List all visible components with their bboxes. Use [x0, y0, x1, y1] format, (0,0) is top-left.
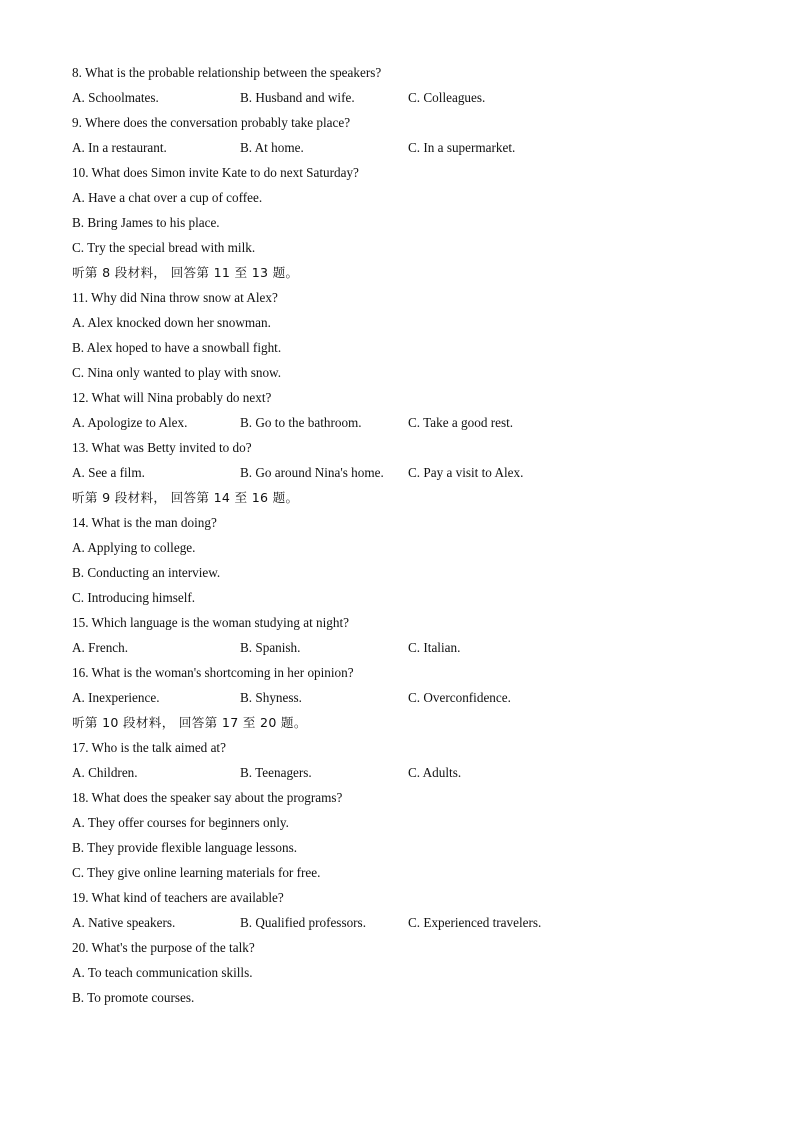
question-text: 18. What does the speaker say about the programs? — [72, 790, 343, 805]
option-a: A. Inexperience. — [72, 690, 160, 705]
question-text: 20. What's the purpose of the talk? — [72, 940, 255, 955]
option-a: A. French. — [72, 640, 129, 655]
question-text: 10. What does Simon invite Kate to do next Saturday? — [72, 165, 359, 180]
question-text: 9. Where does the conversation probably take place? — [72, 115, 351, 130]
option-a: A. See a film. — [72, 465, 145, 480]
answer-option: B. Bring James to his place. — [72, 215, 220, 230]
option-row — [72, 464, 732, 489]
option-c: C. Pay a visit to Alex. — [408, 465, 524, 480]
question-text: 16. What is the woman's shortcoming in her opinion? — [72, 665, 354, 680]
option-row — [72, 89, 732, 114]
option-b: B. Qualified professors. — [240, 915, 366, 930]
option-b: B. At home. — [240, 140, 304, 155]
answer-option: C. They give online learning materials for free. — [72, 865, 321, 880]
option-a: A. Apologize to Alex. — [72, 415, 188, 430]
answer-option: A. Have a chat over a cup of coffee. — [72, 190, 263, 205]
option-b: B. Go around Nina's home. — [240, 465, 384, 480]
answer-option: C. Nina only wanted to play with snow. — [72, 365, 282, 380]
option-row — [72, 689, 732, 714]
answer-option: B. Alex hoped to have a snowball fight. — [72, 340, 282, 355]
option-c: C. Experienced travelers. — [408, 915, 542, 930]
option-c: C. Take a good rest. — [408, 415, 514, 430]
question-text: 15. Which language is the woman studying at night? — [72, 615, 350, 630]
option-row — [72, 639, 732, 664]
question-text: 11. Why did Nina throw snow at Alex? — [72, 290, 278, 305]
option-c: C. Colleagues. — [408, 90, 486, 105]
answer-option: C. Introducing himself. — [72, 590, 196, 605]
answer-option: C. Try the special bread with milk. — [72, 240, 256, 255]
question-text: 14. What is the man doing? — [72, 515, 217, 530]
section-instruction: 听第 9 段材料， 回答第 14 至 16 题。 — [72, 490, 299, 505]
option-a: A. Native speakers. — [72, 915, 176, 930]
option-row — [72, 914, 732, 939]
answer-option: B. They provide flexible language lessons. — [72, 840, 297, 855]
question-text: 13. What was Betty invited to do? — [72, 440, 252, 455]
section-instruction: 听第 8 段材料， 回答第 11 至 13 题。 — [72, 265, 299, 280]
option-a: A. Children. — [72, 765, 138, 780]
question-text: 17. Who is the talk aimed at? — [72, 740, 226, 755]
option-c: C. Adults. — [408, 765, 462, 780]
option-b: B. Teenagers. — [240, 765, 312, 780]
question-text: 19. What kind of teachers are available? — [72, 890, 284, 905]
option-a: A. In a restaurant. — [72, 140, 167, 155]
option-row — [72, 764, 732, 789]
option-row — [72, 414, 732, 439]
option-c: C. Italian. — [408, 640, 461, 655]
option-b: B. Husband and wife. — [240, 90, 355, 105]
option-c: C. In a supermarket. — [408, 140, 516, 155]
exam-page — [72, 64, 732, 1014]
option-b: B. Go to the bathroom. — [240, 415, 362, 430]
answer-option: B. Conducting an interview. — [72, 565, 221, 580]
option-c: C. Overconfidence. — [408, 690, 511, 705]
answer-option: A. Alex knocked down her snowman. — [72, 315, 271, 330]
answer-option: A. Applying to college. — [72, 540, 196, 555]
answer-option: A. To teach communication skills. — [72, 965, 253, 980]
answer-option: A. They offer courses for beginners only. — [72, 815, 289, 830]
option-a: A. Schoolmates. — [72, 90, 159, 105]
answer-option: B. To promote courses. — [72, 990, 195, 1005]
option-b: B. Spanish. — [240, 640, 301, 655]
option-row — [72, 139, 732, 164]
question-text: 8. What is the probable relationship between the speakers? — [72, 65, 382, 80]
option-b: B. Shyness. — [240, 690, 302, 705]
question-text: 12. What will Nina probably do next? — [72, 390, 272, 405]
section-instruction: 听第 10 段材料， 回答第 17 至 20 题。 — [72, 715, 307, 730]
